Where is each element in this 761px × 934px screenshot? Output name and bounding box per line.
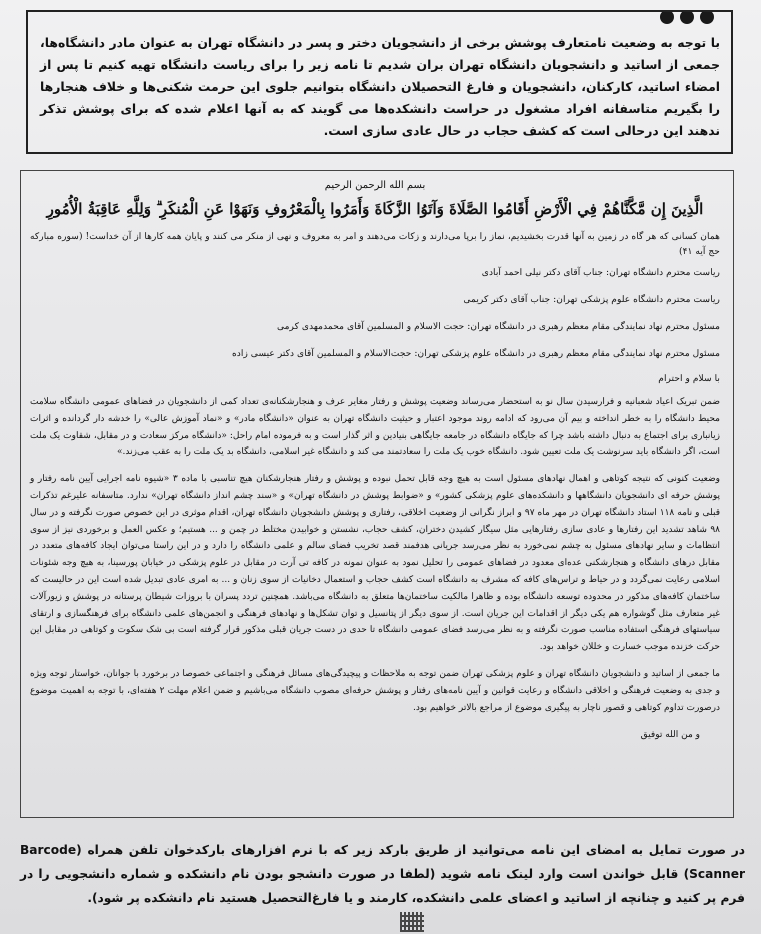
header-paragraph: با توجه به وضعیت نامتعارف پوشش برخی از دانشجویان دختر و پسر در دانشگاه تهران به عنوان مادر دانشگاه‌ها، جمعی از اساتید و دانشجویان دانشگاه تهران بران شدیم تا نامه زیر را برای ریاست دانشگاه تهیه کنیم تا پس از امضاء اساتید، کارکنان، دانشجویان و فارغ التحصیلان دانشگاه بتوانیم جلوی این حرمت شکنی‌ها و خلاف هنجارها را بگیریم متاسفانه افراد مشغول در حراست دانشکده‌ها می گویند که به آنها اعلام شده که برای پوشش تذکر ندهند این درحالی است که کشف حجاب در حال عادی سازی است. [40, 35, 720, 139]
addressee: مسئول محترم نهاد نمایندگی مقام معظم رهبری در دانشگاه علوم پزشکی تهران: حجت‌الاسلام و المسلمین آقای دکتر عیسی زاده [231, 348, 720, 359]
quran-verse: الَّذِينَ إِن مَّكَّنَّاهُمْ فِي الْأَرْضِ أَقَامُوا الصَّلَاةَ وَآتَوُا الزَّكَاةَ وَأَمَرُوا بِالْمَعْرُوفِ وَنَهَوْا عَنِ الْمُنكَرِ ۗ وَلِلَّهِ عَاقِبَةُ الْأُمُورِ [46, 200, 704, 218]
addressee: مسئول محترم نهاد نمایندگی مقام معظم رهبری در دانشگاه تهران: حجت الاسلام و المسلمین آقای محمدمهدی کرمی [276, 321, 720, 332]
footer-paragraph: در صورت تمایل به امضای این نامه می‌توانید از طریق بارکد زیر که با نرم افزارهای بارکدخوان تلفن همراه (Barcode Scanner) قابل خواندن است وارد لینک نامه شوید (لطفا در صورت دانشجو بودن نام دانشکده و شماره دانشجویی را در فرم پر کنید و چنانچه از اساتید و اعضای علمی دانشکده، کارمند و یا فارغ‌التحصیل هستید نام دانشکده پر شود). [20, 843, 745, 906]
body-paragraph: ضمن تبریک اعیاد شعبانیه و فرارسیدن سال نو به استحضار می‌رساند وضعیت پوشش و رفتار مغایر عرف و هنجارشکنانه‌ی تعداد کمی از دانشجویان در فضاهای عمومی دانشگاه سلامت محیط دانشگاه را به خطر انداخته و بیم آن می‌رود که ادامه روند موجود اعتبار و حیثیت دانشگاه تهران به عنوان «دانشگاه مادر» و «نماد آموزش عالی» را خدشه دار گردانده و اثرات زیانباری برای اجتماع به دنبال داشته باشد چرا که جایگاه دانشگاه در جامعه جایگاهی بنیادین و اثر گذار است و به فرموده امام راحل: «دانشگاه مرکز سعادت و در مقابل، شقاوت یک ملت است، اگر دانشگاه باید سرنوشت یک ملت تعیین شود. دانشگاه خوب یک ملت را سعادتمند می کند و دانشگاه غیر اسلامی، دانشگاه بد یک ملت را به عقب می‌زند.» [30, 397, 720, 458]
letter [30, 180, 720, 744]
closing-dua: و من الله توفیق [640, 730, 700, 741]
body-paragraph: وضعیت کنونی که نتیجه کوتاهی و اهمال نهادهای مسئول است به هیچ وجه قابل تحمل نبوده و پوشش و رفتار هنجارشکنان هیچ تناسبی با ماده ۳ «شیوه نامه اجرایی آیین نامه رفتار و پوشش حرفه ای دانشجویان دانشگاهها و دانشکده‌های علوم پزشکی کشور» و «ضوابط پوشش در دانشگاه تهران» و «سند چشم انداز دانشگاه تهران» ندارد. متاسفانه علیرغم تذکرات قبلی و نامه ۱۱۸ استاد دانشگاه تهران در مهر ماه ۹۷ و ابراز نگرانی از وضعیت اخلاقی، رفتاری و پوشش دانشجویان دانشگاه تهران، اقدام موثری در این خصوص صورت نگرفته و در سال ۹۸ شاهد تشدید این رفتارها و عادی سازی رفتارهایی مثل سیگار کشیدن دختران، کشف حجاب، نشستن و خوابیدن مختلط در چمن و ... هستیم؛ و عکس العمل و برخوردی نیز از سوی انتظامات و سایر نهادهای مسئول به چشم نمی‌خورد به نظر می‌رسد جریانی هدفمند قصد تخریب فضای سالم و علمی دانشگاه را دارد و در این راستا می‌توان ایجاد کافه‌های متعدد در مقابل درهای دانشگاه و هنجارشکنی عده‌ای معدود در فضاهای عمومی را تحلیل نمود به عنوان نمونه در کافه تی آرت در مقابل در علوم پزشکی در خیابان پورسینا، به هیچ وجه شئونات اسلامی رعایت نمی‌گردد و در حیاط و تراس‌های کافه که مشرف به دانشگاه است کشف حجاب و استعمال دخانیات از سوی زنان و ... به امری عادی تبدیل شده است این در حالیست که ساختمان کافه‌های مذکور در محدوده توسعه دانشگاه بوده و ظاهرا مالکیت ساختمان‌ها متعلق به دانشگاه می‌باشد. همچنین تردد پسران با بروزات شیطان پرستانه در پوشش و زیورآلات غیر متعارف مثل گوشواره هم یکی دیگر از اقدامات این جریان است. از سوی دیگر از پتانسیل و توان تشکل‌ها و نهادهای فرهنگی و انجمن‌های علمی دانشگاه برای فرهنگسازی و ارتقای سیاستهای فرهنگی استفاده مناسب صورت نگرفته و به نظر می‌رسد فضای عمومی دانشگاه تا حدی در دست جریان قبلی مذکور قرار گرفته است بی شک سکوت و کوتاهی در مقابل این حرکت خزنده موجب خسارت و خللان خواهد بود. [30, 474, 720, 653]
verse-translation: همان کسانی که هر گاه در زمین به آنها قدرت بخشیدیم، نماز را برپا می‌دارند و زکات می‌دهند و امر به معروف و نهی از منکر می کنند و پایان همه کارها از آن خداست! (سوره مبارکه حج آیه ۴۱) [30, 231, 720, 257]
closing [30, 726, 720, 744]
barcode-icon [400, 912, 424, 932]
addressee: ریاست محترم دانشگاه علوم پزشکی تهران: جناب آقای دکتر کریمی [463, 294, 720, 305]
addressee: ریاست محترم دانشگاه تهران: جناب آقای دکتر نیلی احمد آبادی [481, 267, 720, 278]
body-paragraph: ما جمعی از اساتید و دانشجویان دانشگاه تهران و علوم پزشکی تهران ضمن توجه به ملاحظات و پیچیدگی‌های مسائل فرهنگی و اجتماعی خصوصا در برخورد با جوانان، خواستار توجه ویژه و جدی به وضعیت فرهنگی و اخلاقی دانشگاه و رعایت قوانین و آیین نامه‌های رفتار و پوشش حرفه‌ای مصوب دانشگاه می‌باشیم و ضمن اعلام مهلت ۲ هفته‌ای، با توجه به اهمیت موضوع درصورت تداوم کوتاهی و قصور ناچار به پیگیری موضوع از مراجع بالاتر خواهیم بود. [30, 668, 721, 713]
greeting: با سلام و احترام [658, 373, 720, 384]
basmala: بسم الله الرحمن الرحیم [324, 180, 426, 191]
